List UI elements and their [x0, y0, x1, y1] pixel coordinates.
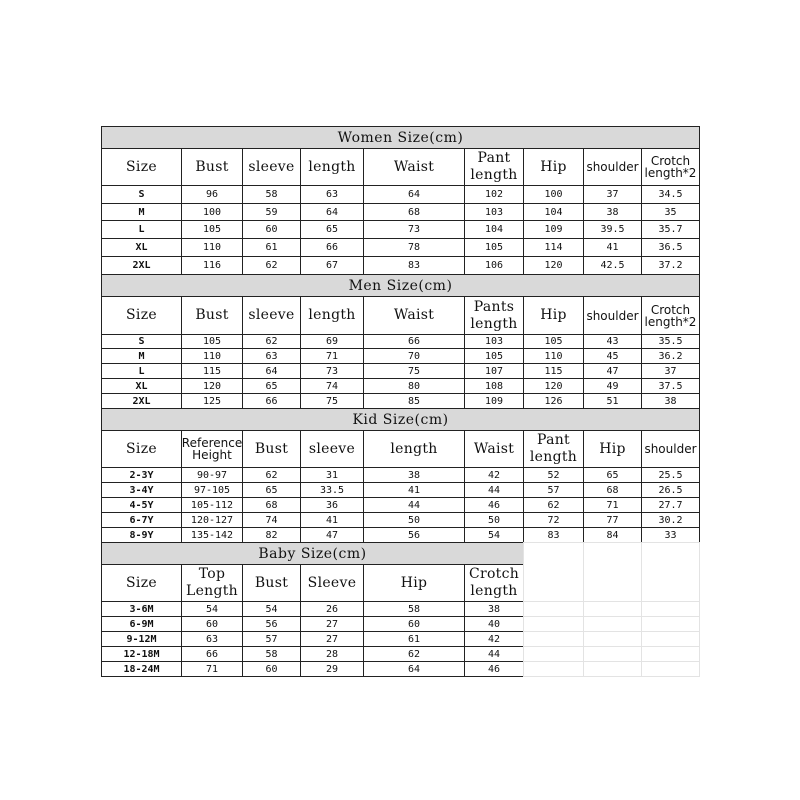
kid-cell: 30.2: [641, 512, 700, 528]
women-cell: 60: [242, 220, 301, 239]
women-cell: 42.5: [583, 256, 642, 275]
men-cell: 74: [300, 378, 364, 394]
men-cell: 43: [583, 334, 642, 349]
women-header-cell: Pant length: [464, 148, 524, 186]
men-cell: 85: [363, 393, 465, 409]
baby-title: Baby Size(cm): [101, 542, 524, 565]
baby-size-label: 12-18M: [101, 646, 182, 662]
baby-cell: 54: [242, 601, 301, 617]
women-cell: 37: [583, 185, 642, 204]
men-cell: 63: [242, 348, 301, 364]
kid-cell: 52: [523, 467, 584, 483]
baby-cell: 38: [464, 601, 524, 617]
men-cell: 120: [523, 378, 584, 394]
men-cell: 45: [583, 348, 642, 364]
baby-cell: 40: [464, 616, 524, 632]
empty-grid-cell: [583, 601, 642, 617]
women-cell: 116: [181, 256, 243, 275]
kid-cell: 50: [363, 512, 465, 528]
women-cell: 38: [583, 203, 642, 221]
men-cell: 37.5: [641, 378, 700, 394]
women-cell: 35: [641, 203, 700, 221]
women-cell: 67: [300, 256, 364, 275]
women-size-label: L: [101, 220, 182, 239]
women-header-cell: sleeve: [242, 148, 301, 186]
men-header-cell: Waist: [363, 296, 465, 335]
women-header-cell: Crotch length*2: [641, 148, 700, 186]
kid-cell: 57: [523, 482, 584, 498]
men-size-label: M: [101, 348, 182, 364]
women-cell: 96: [181, 185, 243, 204]
baby-header-cell: Crotch length: [464, 564, 524, 602]
men-cell: 47: [583, 363, 642, 379]
empty-grid-cell: [583, 631, 642, 647]
kid-size-label: 8-9Y: [101, 527, 182, 543]
women-cell: 100: [523, 185, 584, 204]
kid-cell: 62: [523, 497, 584, 513]
women-cell: 63: [300, 185, 364, 204]
baby-cell: 62: [363, 646, 465, 662]
men-cell: 75: [363, 363, 465, 379]
kid-cell: 82: [242, 527, 301, 543]
kid-cell: 65: [242, 482, 301, 498]
kid-cell: 84: [583, 527, 642, 543]
men-cell: 51: [583, 393, 642, 409]
kid-cell: 54: [464, 527, 524, 543]
men-cell: 110: [523, 348, 584, 364]
baby-cell: 63: [181, 631, 243, 647]
men-cell: 49: [583, 378, 642, 394]
kid-cell: 42: [464, 467, 524, 483]
women-cell: 83: [363, 256, 465, 275]
kid-cell: 83: [523, 527, 584, 543]
empty-grid-cell: [641, 601, 700, 617]
empty-grid-cell: [523, 542, 584, 602]
empty-grid-cell: [523, 616, 584, 632]
men-cell: 69: [300, 334, 364, 349]
women-size-label: S: [101, 185, 182, 204]
kid-cell: 105-112: [181, 497, 243, 513]
baby-cell: 58: [242, 646, 301, 662]
men-cell: 125: [181, 393, 243, 409]
women-cell: 68: [363, 203, 465, 221]
men-cell: 75: [300, 393, 364, 409]
women-cell: 65: [300, 220, 364, 239]
kid-cell: 72: [523, 512, 584, 528]
men-header-cell: Size: [101, 296, 182, 335]
baby-cell: 64: [363, 661, 465, 677]
women-cell: 66: [300, 238, 364, 257]
women-cell: 103: [464, 203, 524, 221]
kid-header-cell: Pant length: [523, 430, 584, 468]
women-cell: 105: [464, 238, 524, 257]
kid-cell: 33.5: [300, 482, 364, 498]
kid-header-cell: Hip: [583, 430, 642, 468]
women-size-label: M: [101, 203, 182, 221]
men-cell: 65: [242, 378, 301, 394]
kid-size-label: 6-7Y: [101, 512, 182, 528]
kid-header-cell: Bust: [242, 430, 301, 468]
men-cell: 120: [181, 378, 243, 394]
baby-cell: 54: [181, 601, 243, 617]
women-cell: 109: [523, 220, 584, 239]
baby-size-label: 9-12M: [101, 631, 182, 647]
men-cell: 126: [523, 393, 584, 409]
women-size-label: XL: [101, 238, 182, 257]
women-cell: 34.5: [641, 185, 700, 204]
kid-cell: 47: [300, 527, 364, 543]
empty-grid-cell: [583, 542, 642, 602]
women-cell: 36.5: [641, 238, 700, 257]
kid-header-cell: Waist: [464, 430, 524, 468]
baby-cell: 46: [464, 661, 524, 677]
women-cell: 102: [464, 185, 524, 204]
men-cell: 64: [242, 363, 301, 379]
men-header-cell: sleeve: [242, 296, 301, 335]
men-size-label: 2XL: [101, 393, 182, 409]
baby-header-cell: Bust: [242, 564, 301, 602]
baby-header-cell: Hip: [363, 564, 465, 602]
men-cell: 36.2: [641, 348, 700, 364]
kid-cell: 36: [300, 497, 364, 513]
women-cell: 114: [523, 238, 584, 257]
women-cell: 35.7: [641, 220, 700, 239]
kid-header-cell: shoulder: [641, 430, 700, 468]
kid-cell: 77: [583, 512, 642, 528]
women-header-cell: Waist: [363, 148, 465, 186]
baby-cell: 56: [242, 616, 301, 632]
empty-grid-cell: [583, 646, 642, 662]
men-cell: 115: [523, 363, 584, 379]
kid-cell: 56: [363, 527, 465, 543]
kid-size-label: 2-3Y: [101, 467, 182, 483]
kid-cell: 120-127: [181, 512, 243, 528]
baby-header-cell: Top Length: [181, 564, 243, 602]
women-cell: 58: [242, 185, 301, 204]
kid-cell: 25.5: [641, 467, 700, 483]
men-header-cell: shoulder: [583, 296, 642, 335]
baby-cell: 61: [363, 631, 465, 647]
men-cell: 108: [464, 378, 524, 394]
baby-cell: 58: [363, 601, 465, 617]
kid-title: Kid Size(cm): [101, 408, 700, 431]
men-header-cell: Hip: [523, 296, 584, 335]
kid-cell: 62: [242, 467, 301, 483]
kid-cell: 44: [464, 482, 524, 498]
women-cell: 104: [464, 220, 524, 239]
empty-grid-cell: [523, 631, 584, 647]
kid-cell: 135-142: [181, 527, 243, 543]
women-header-cell: Bust: [181, 148, 243, 186]
men-size-label: L: [101, 363, 182, 379]
kid-cell: 44: [363, 497, 465, 513]
baby-cell: 28: [300, 646, 364, 662]
men-header-cell: length: [300, 296, 364, 335]
empty-grid-cell: [523, 601, 584, 617]
empty-grid-cell: [641, 646, 700, 662]
kid-size-label: 4-5Y: [101, 497, 182, 513]
women-title: Women Size(cm): [101, 126, 700, 149]
baby-size-label: 18-24M: [101, 661, 182, 677]
men-header-cell: Pants length: [464, 296, 524, 335]
empty-grid-cell: [583, 616, 642, 632]
baby-cell: 27: [300, 631, 364, 647]
women-header-cell: shoulder: [583, 148, 642, 186]
men-cell: 103: [464, 334, 524, 349]
kid-cell: 46: [464, 497, 524, 513]
women-cell: 120: [523, 256, 584, 275]
empty-grid-cell: [641, 661, 700, 677]
kid-cell: 26.5: [641, 482, 700, 498]
baby-cell: 60: [242, 661, 301, 677]
kid-cell: 68: [583, 482, 642, 498]
men-cell: 107: [464, 363, 524, 379]
baby-cell: 57: [242, 631, 301, 647]
kid-header-cell: Size: [101, 430, 182, 468]
baby-cell: 71: [181, 661, 243, 677]
women-header-cell: Hip: [523, 148, 584, 186]
men-cell: 66: [363, 334, 465, 349]
kid-cell: 71: [583, 497, 642, 513]
women-cell: 37.2: [641, 256, 700, 275]
empty-grid-cell: [523, 661, 584, 677]
empty-grid-cell: [583, 661, 642, 677]
women-cell: 104: [523, 203, 584, 221]
baby-cell: 60: [363, 616, 465, 632]
men-cell: 38: [641, 393, 700, 409]
kid-header-cell: Reference Height: [181, 430, 243, 468]
baby-size-label: 6-9M: [101, 616, 182, 632]
women-cell: 100: [181, 203, 243, 221]
men-cell: 71: [300, 348, 364, 364]
men-cell: 37: [641, 363, 700, 379]
kid-cell: 38: [363, 467, 465, 483]
kid-size-label: 3-4Y: [101, 482, 182, 498]
men-title: Men Size(cm): [101, 274, 700, 297]
kid-cell: 68: [242, 497, 301, 513]
men-header-cell: Crotch length*2: [641, 296, 700, 335]
men-cell: 110: [181, 348, 243, 364]
baby-header-cell: Size: [101, 564, 182, 602]
baby-cell: 42: [464, 631, 524, 647]
women-header-cell: length: [300, 148, 364, 186]
men-cell: 35.5: [641, 334, 700, 349]
kid-cell: 74: [242, 512, 301, 528]
men-header-cell: Bust: [181, 296, 243, 335]
men-cell: 105: [523, 334, 584, 349]
women-cell: 73: [363, 220, 465, 239]
men-cell: 66: [242, 393, 301, 409]
women-cell: 105: [181, 220, 243, 239]
baby-cell: 26: [300, 601, 364, 617]
men-size-label: XL: [101, 378, 182, 394]
women-header-cell: Size: [101, 148, 182, 186]
kid-cell: 31: [300, 467, 364, 483]
kid-cell: 41: [363, 482, 465, 498]
women-cell: 41: [583, 238, 642, 257]
men-size-label: S: [101, 334, 182, 349]
men-cell: 105: [181, 334, 243, 349]
women-cell: 62: [242, 256, 301, 275]
baby-cell: 29: [300, 661, 364, 677]
women-cell: 110: [181, 238, 243, 257]
men-cell: 115: [181, 363, 243, 379]
kid-cell: 90-97: [181, 467, 243, 483]
kid-cell: 65: [583, 467, 642, 483]
women-cell: 64: [300, 203, 364, 221]
baby-cell: 27: [300, 616, 364, 632]
men-cell: 109: [464, 393, 524, 409]
kid-cell: 50: [464, 512, 524, 528]
baby-cell: 60: [181, 616, 243, 632]
women-cell: 39.5: [583, 220, 642, 239]
women-cell: 64: [363, 185, 465, 204]
women-cell: 61: [242, 238, 301, 257]
baby-header-cell: Sleeve: [300, 564, 364, 602]
kid-cell: 33: [641, 527, 700, 543]
empty-grid-cell: [641, 616, 700, 632]
men-cell: 70: [363, 348, 465, 364]
kid-cell: 27.7: [641, 497, 700, 513]
men-cell: 73: [300, 363, 364, 379]
kid-cell: 41: [300, 512, 364, 528]
men-cell: 105: [464, 348, 524, 364]
men-cell: 62: [242, 334, 301, 349]
empty-grid-cell: [641, 542, 700, 602]
women-size-label: 2XL: [101, 256, 182, 275]
empty-grid-cell: [641, 631, 700, 647]
women-cell: 59: [242, 203, 301, 221]
empty-grid-cell: [523, 646, 584, 662]
baby-size-label: 3-6M: [101, 601, 182, 617]
kid-cell: 97-105: [181, 482, 243, 498]
women-cell: 78: [363, 238, 465, 257]
baby-cell: 66: [181, 646, 243, 662]
baby-cell: 44: [464, 646, 524, 662]
men-cell: 80: [363, 378, 465, 394]
kid-header-cell: length: [363, 430, 465, 468]
women-cell: 106: [464, 256, 524, 275]
kid-header-cell: sleeve: [300, 430, 364, 468]
